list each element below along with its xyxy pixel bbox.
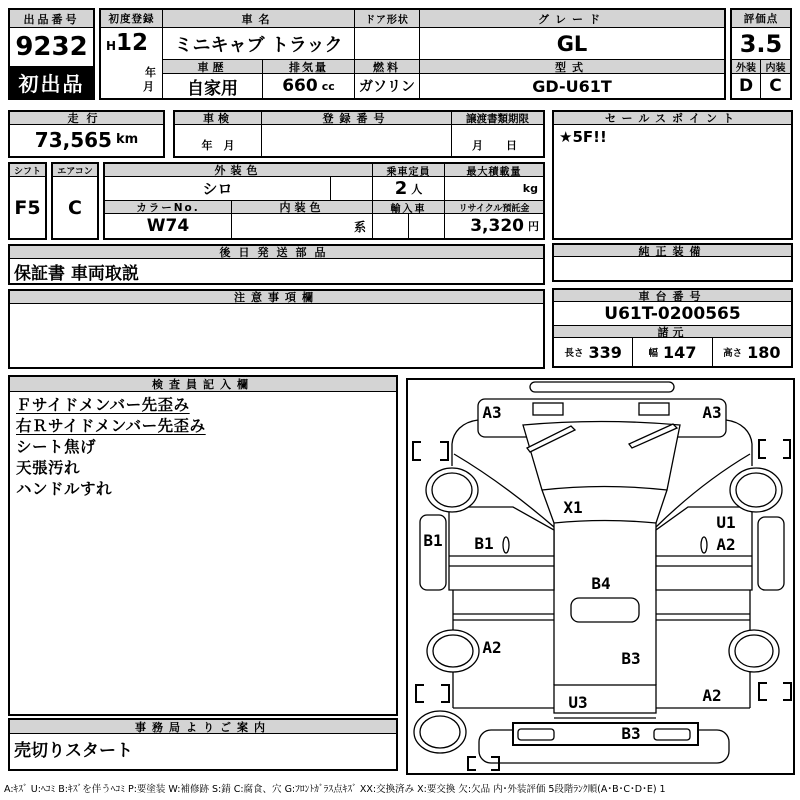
damage-diagram-box (406, 378, 795, 775)
model-code-label: 型式 (420, 60, 724, 74)
caution-label: 注意事項欄 (10, 291, 543, 304)
auction-number-value: 9232 (15, 32, 88, 62)
width-label: 幅 (648, 348, 659, 359)
score-label: 評価点 (732, 10, 790, 28)
color-no-header-row (105, 201, 373, 214)
later-parts-value: 保証書 車両取説 (14, 263, 139, 283)
damage-code-roof: B4 (591, 574, 611, 593)
sales-point-value: ★5F!! (559, 128, 607, 146)
mileage-box (8, 110, 165, 158)
aircon-label: エアコン (53, 164, 97, 177)
shaken-label: 車検 (175, 112, 262, 125)
history-label: 車歴 (163, 60, 263, 74)
first-registration-value (101, 28, 163, 98)
shift-box (8, 162, 47, 240)
mileage-unit: km (115, 132, 139, 147)
color-no-label: カラーNo. (105, 201, 232, 214)
displacement-label: 排気量 (263, 60, 355, 74)
first-exhibit-badge: 初出品 (10, 66, 93, 98)
height-value: 180 (747, 342, 781, 362)
office-notice-label: 事務局よりご案内 (10, 720, 396, 734)
recycle-label: リサイクル預託金 (445, 201, 543, 214)
inspector-note: ハンドルすれ (16, 480, 113, 498)
aircon-value: C (68, 196, 82, 219)
damage-code-left-sill: B1 (423, 531, 443, 550)
score-value: 3.5 (732, 28, 790, 60)
recycle-unit: 円 (528, 220, 539, 233)
spec-length (554, 338, 633, 366)
length-value: 339 (588, 342, 622, 362)
later-parts-box (8, 244, 545, 285)
sales-point-label: セールスポイント (554, 112, 791, 125)
history-value: 自家用 (163, 74, 263, 98)
length-label: 長さ (564, 348, 584, 359)
truck-top-view-diagram (408, 380, 793, 773)
exterior-grade-label: 外装 (732, 60, 761, 74)
exterior-color-row (105, 177, 373, 201)
caution-box (8, 289, 545, 369)
later-parts-label: 後日発送部品 (10, 246, 543, 259)
mileage-number: 73,565 (34, 127, 112, 152)
displacement-unit: cc (321, 79, 335, 93)
exterior-grade-value: D (732, 74, 761, 98)
import-value-left (373, 214, 408, 238)
door-shape-label: ドア形状 (355, 10, 420, 28)
vehicle-header-grid (99, 8, 726, 100)
office-notice-value: 売切りスタート (14, 741, 133, 761)
mileage-value (10, 125, 163, 154)
registration-box (173, 110, 545, 158)
import-value-right (408, 214, 444, 238)
import-label: 輸入車 (373, 201, 445, 214)
spec-height (713, 338, 791, 366)
exterior-color-sub-cell (330, 177, 372, 200)
door-shape-value (355, 28, 420, 60)
inspector-box (8, 375, 398, 716)
capacity-value (373, 177, 445, 201)
transfer-deadline-label: 譲渡書類期限 (452, 112, 543, 125)
damage-code-right-door-lower: A2 (716, 535, 736, 554)
max-load-value: kg (445, 177, 543, 201)
auction-number-box (8, 8, 95, 100)
damage-code-right-door-upper: U1 (716, 513, 736, 532)
inspector-note: Ｆサイドメンバー先歪み (16, 396, 190, 414)
color-capacity-grid (103, 162, 545, 240)
genuine-equipment-label: 純正装備 (554, 245, 791, 257)
registration-number-label: 登録番号 (262, 112, 452, 125)
damage-code-right-rear: A2 (702, 686, 722, 705)
damage-legend: A:ｷｽﾞ U:ﾍｺﾐ B:ｷｽﾞを伴うﾍｺﾐ P:要塗装 W:補修跡 S:錆 C:腐食、穴 G:ﾌﾛﾝﾄｶﾞﾗｽ点ｷｽﾞ XX:交換済み X:要交換 欠:欠品 内･外装評価 5段階ﾗﾝｸ順(A･B･C･D･E) 1 (4, 784, 666, 795)
exterior-color-label: 外装色 (105, 164, 373, 177)
damage-code-tailgate: B3 (621, 724, 641, 743)
aircon-box (51, 162, 99, 240)
chassis-value: U61T-0200565 (554, 302, 791, 326)
chassis-spec-box (552, 288, 793, 368)
car-name-label: 車名 (163, 10, 355, 28)
recycle-number: 3,320 (470, 216, 524, 236)
capacity-number: 2 (394, 178, 408, 199)
displacement-value (263, 74, 355, 98)
damage-code-left-door: B1 (474, 534, 494, 553)
genuine-equipment-box (552, 243, 793, 282)
grade-value: GL (420, 28, 724, 60)
spec-label: 諸元 (554, 326, 791, 338)
first-registration-label: 初度登録 (101, 10, 163, 28)
interior-color-value: 系 (353, 219, 366, 234)
shift-label: シフト (10, 164, 45, 177)
first-reg-year-suffix: 年 (145, 66, 156, 79)
grade-label: グレード (420, 10, 724, 28)
damage-code-left-rear: A2 (482, 638, 502, 657)
spec-width (633, 338, 712, 366)
damage-code-bed: B3 (621, 649, 641, 668)
import-value-row (373, 214, 445, 238)
inspector-notes (10, 392, 396, 503)
mileage-label: 走行 (10, 112, 163, 125)
capacity-unit: 人 (411, 182, 423, 196)
inspector-label: 検査員記入欄 (10, 377, 396, 392)
car-name-value: ミニキャブ トラック (163, 28, 355, 60)
first-reg-month-suffix: 月 (143, 80, 154, 93)
color-no-value: W74 (105, 214, 232, 238)
office-notice-box (8, 718, 398, 771)
first-reg-era: H (106, 39, 117, 53)
damage-code-front-right: A3 (702, 403, 722, 422)
chassis-label: 車台番号 (554, 290, 791, 302)
interior-grade-value: C (769, 76, 782, 96)
inspector-note: シート焦げ (16, 438, 97, 456)
recycle-value (445, 214, 543, 238)
fuel-label: 燃料 (355, 60, 420, 74)
interior-color-label: 内装色 (232, 201, 372, 214)
shaken-value: 年 月 (175, 125, 262, 156)
model-code-value: GD-U61T (532, 76, 612, 96)
sales-point-box (552, 110, 793, 240)
interior-grade-label: 内装 (761, 60, 790, 74)
damage-code-front-left: A3 (482, 403, 502, 422)
spec-row (554, 338, 791, 366)
max-load-label: 最大積載量 (445, 164, 543, 177)
width-value: 147 (663, 342, 697, 362)
first-reg-year: 12 (116, 30, 149, 56)
shift-value: F5 (14, 196, 41, 219)
transfer-deadline-value: 月 日 (472, 139, 523, 152)
damage-code-windshield: X1 (563, 498, 583, 517)
auction-number-label: 出品番号 (10, 10, 93, 28)
fuel-value: ガソリン (355, 74, 420, 98)
capacity-label: 乗車定員 (373, 164, 445, 177)
height-label: 高さ (723, 348, 743, 359)
color-no-value-row (105, 214, 373, 238)
registration-number-value (262, 125, 452, 156)
inspector-note: 天張汚れ (16, 459, 81, 477)
inspector-note: 右Ｒサイドメンバー先歪み (16, 417, 206, 435)
score-box (730, 8, 792, 100)
exterior-color-value: シロ (202, 180, 233, 198)
damage-code-bed-rear: U3 (568, 693, 588, 712)
displacement-number: 660 (282, 76, 318, 96)
